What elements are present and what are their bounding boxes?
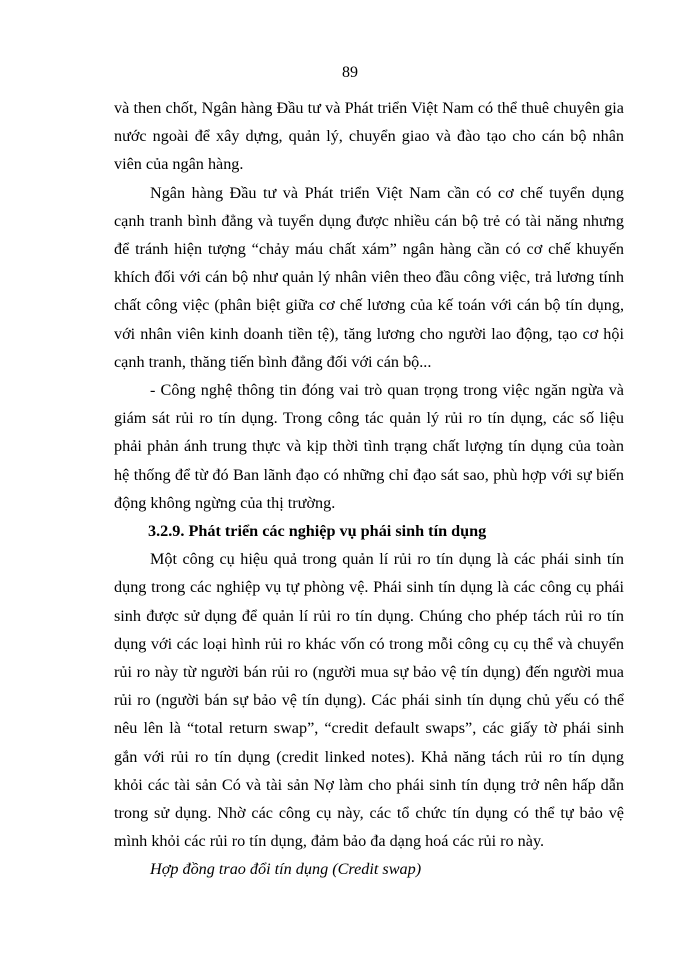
paragraph-recruitment: Ngân hàng Đầu tư và Phát triển Việt Nam cần có cơ chế tuyển dụng cạnh tranh bình đẳng và tuyển dụng được nhiều cán bộ trẻ có tài năng nhưng để tránh hiện tượng “chảy máu chất xám” ngân hàng cần có cơ chế khuyến khích đối với cán bộ như quản lý nhân viên theo đầu công việc, trả lương tính chất công việc (phân biệt giữa cơ chế lương của kế toán với cán bộ tín dụng, với nhân viên kinh doanh tiền tệ), tăng lương cho người lao động, tạo cơ hội cạnh tranh, thăng tiến bình đẳng đối với cán bộ... — [114, 183, 624, 371]
paragraph-continuation: và then chốt, Ngân hàng Đầu tư và Phát triển Việt Nam có thể thuê chuyên gia nước ngoài để xây dựng, quản lý, chuyển giao và đào tạo cho cán bộ nhân viên của ngân hàng. — [114, 99, 624, 174]
section-heading: 3.2.9. Phát triển các nghiệp vụ phái sinh tín dụng — [148, 522, 487, 541]
paragraph-it: - Công nghệ thông tin đóng vai trò quan trọng trong việc ngăn ngừa và giám sát rủi ro tín dụng. Trong công tác quản lý rủi ro tín dụng, các số liệu phải phản ánh trung thực và kịp thời tình trạng chất lượng tín dụng của toàn hệ thống để từ đó Ban lãnh đạo có những chỉ đạo sát sao, phù hợp với sự biến động không ngừng của thị trường. — [114, 381, 624, 512]
italic-subheading: Hợp đồng trao đổi tín dụng (Credit swap) — [150, 860, 422, 879]
document-body — [114, 94, 624, 884]
page-number: 89 — [342, 64, 358, 81]
paragraph-derivatives: Một công cụ hiệu quả trong quản lí rủi ro tín dụng là các phái sinh tín dụng trong các nghiệp vụ tự phòng vệ. Phái sinh tín dụng là các công cụ phái sinh được sử dụng để quản lí rủi ro tín dụng. Chúng cho phép tách rủi ro tín dụng với các loại hình rủi ro khác vốn có trong mỗi công cụ cụ thể và chuyển rủi ro này từ người bán rủi ro (người mua sự bảo vệ tín dụng) đến người mua rủi ro (người bán sự bảo vệ tín dụng). Các phái sinh tín dụng chủ yếu có thể nêu lên là “total return swap”, “credit default swaps”, các giấy tờ phái sinh gắn với rủi ro tín dụng (credit linked notes). Khả năng tách rủi ro tín dụng khỏi các tài sản Có và tài sản Nợ làm cho phái sinh tín dụng trở nên hấp dẫn trong sử dụng. Nhờ các công cụ này, các tổ chức tín dụng có thể tự bảo vệ mình khỏi các rủi ro tín dụng, đảm bảo đa dạng hoá các rủi ro này. — [114, 550, 624, 851]
